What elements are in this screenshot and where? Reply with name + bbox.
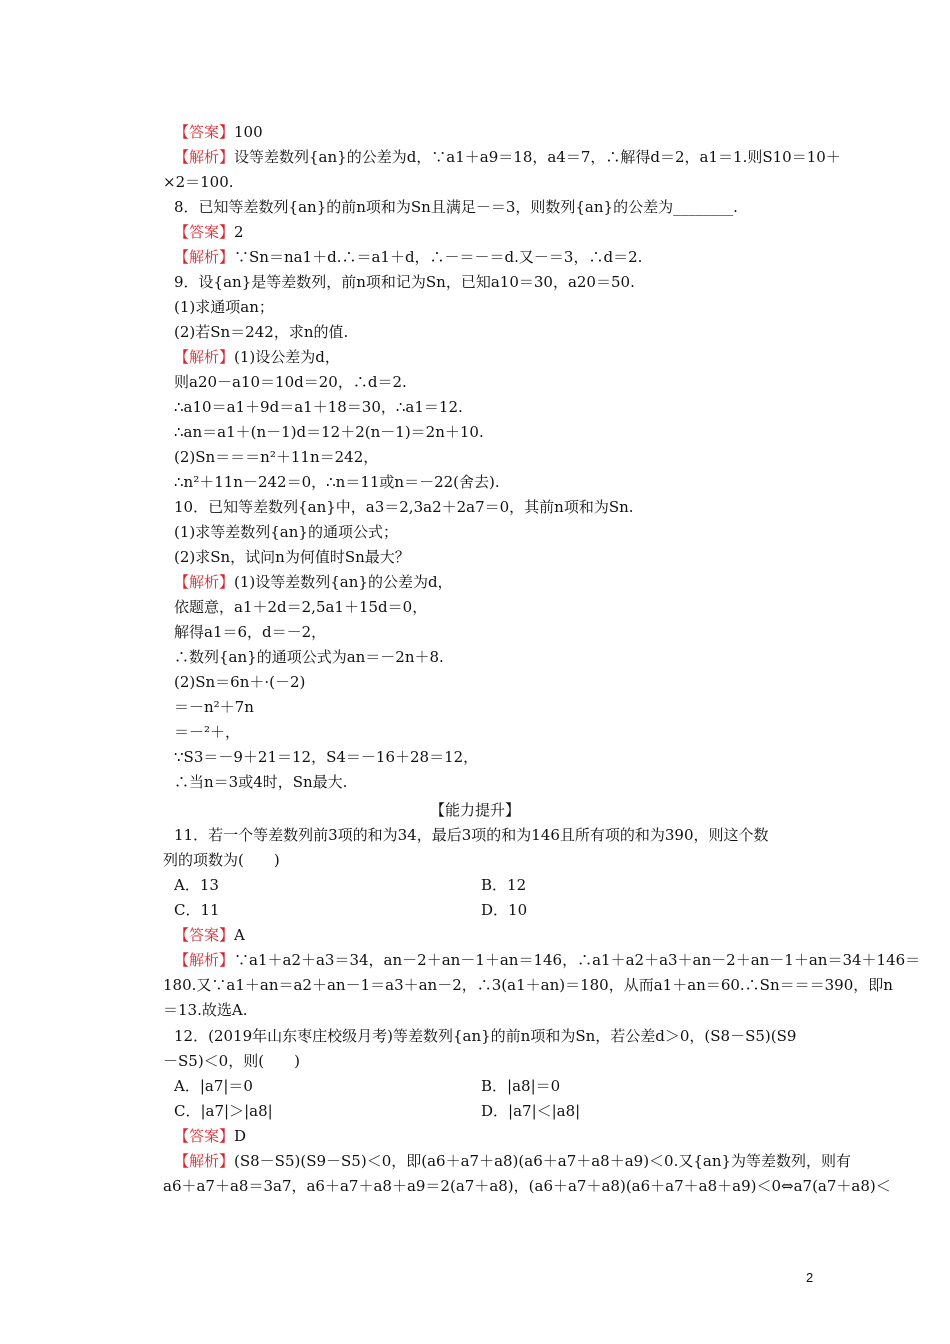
answer-line: 【答案】D [174,1127,247,1145]
question-10: 10．已知等差数列{an}中，a3＝2,3a2＋2a7＝0，其前n项和为Sn. [174,498,634,516]
text-line: 则a20－a10＝10d＝20，∴d＝2. [174,373,407,391]
option-d: D．|a7|＜|a8| [481,1102,581,1120]
analysis-line: 【解析】(1)设等差数列{an}的公差为d， [174,573,453,591]
text-line: ×2＝100. [163,173,234,191]
question-11-stem: 11．若一个等差数列前3项的和为34，最后3项的和为146且所有项的和为390，则这个数 [174,826,769,844]
text-line: ∴当n＝3或4时，Sn最大. [174,773,348,791]
text-line: ∴数列{an}的通项公式为an＝－2n＋8. [174,648,444,666]
analysis-line: 【解析】(S8－S5)(S9－S5)＜0，即(a6＋a7＋a8)(a6＋a7＋a8＋a9)＜0.又{an}为等差数列，则有 [174,1152,852,1170]
option-a: A．|a7|＝0 [174,1077,253,1095]
analysis-tag: 【解析】 [174,573,235,591]
analysis-line: 【解析】∵Sn＝na1＋d.∴＝a1＋d，∴－＝－＝d.又－＝3，∴d＝2. [174,248,643,266]
text-line: (2)Sn＝6n＋·(－2) [174,673,306,691]
answer-line: 【答案】100 [174,123,263,141]
text-line: ∵S3＝－9＋21＝12，S4＝－16＋28＝12， [174,748,479,766]
question-12-stem: 12．(2019年山东枣庄校级月考)等差数列{an}的前n项和为Sn，若公差d＞0，(S8－S5)(S9 [174,1027,797,1045]
option-d: D．10 [481,901,528,919]
text-line: ∴an＝a1＋(n－1)d＝12＋2(n－1)＝2n＋10. [174,423,484,441]
question-9: 9．设{an}是等差数列，前n项和记为Sn，已知a10＝30，a20＝50. [174,273,635,291]
text-line: (2)Sn＝＝＝n²＋11n＝242， [174,448,379,466]
analysis-line: 【解析】设等差数列{an}的公差为d，∵a1＋a9＝18，a4＝7，∴解得d＝2，a1＝1.则S10＝10＋ [174,148,841,166]
text-line: 解得a1＝6，d＝－2， [174,623,327,641]
question-12-stem-cont: －S5)＜0，则( ) [163,1052,300,1070]
text-line: (1)求通项an； [174,298,274,316]
text-line: ＝－²＋， [174,723,241,741]
text-line: 依题意，a1＋2d＝2,5a1＋15d＝0， [174,598,428,616]
analysis-tag: 【解析】 [174,248,235,266]
question-8: 8．已知等差数列{an}的前n项和为Sn且满足－＝3，则数列{an}的公差为________. [174,198,738,216]
answer-tag: 【答案】 [174,123,235,141]
question-11-stem-cont: 列的项数为( ) [163,851,280,869]
text-line: (2)求Sn，试问n为何值时Sn最大？ [174,548,410,566]
analysis-line: 【解析】(1)设公差为d， [174,348,340,366]
text-line: (2)若Sn＝242，求n的值. [174,323,349,341]
answer-line: 【答案】2 [174,223,244,241]
text-line: ＝－n²＋7n [174,698,254,716]
text-line: ∴a10＝a1＋9d＝a1＋18＝30，∴a1＝12. [174,398,463,416]
analysis-tag: 【解析】 [174,348,235,366]
text-line: 180.又∵a1＋an＝a2＋an－1＝a3＋an－2，∴3(a1＋an)＝180，从而a1＋an＝60.∴Sn＝＝＝390，即n [163,976,893,994]
answer-tag: 【答案】 [174,223,235,241]
answer-line: 【答案】A [174,926,245,944]
option-c: C．|a7|＞|a8| [174,1102,273,1120]
option-b: B．12 [481,876,527,894]
option-b: B．|a8|＝0 [481,1077,561,1095]
page-number: 2 [806,1270,814,1285]
answer-tag: 【答案】 [174,926,235,944]
option-a: A．13 [174,876,219,894]
text-line: a6＋a7＋a8＝3a7，a6＋a7＋a8＋a9＝2(a7＋a8)，(a6＋a7＋a8)(a6＋a7＋a8＋a9)＜0⇔a7(a7＋a8)＜ [163,1177,891,1195]
text-line: (1)求等差数列{an}的通项公式； [174,523,398,541]
answer-tag: 【答案】 [174,1127,235,1145]
analysis-tag: 【解析】 [174,951,235,969]
text-line: ＝13.故选A. [163,1001,248,1019]
analysis-line: 【解析】∵a1＋a2＋a3＝34，an－2＋an－1＋an＝146，∴a1＋a2＋a3＋an－2＋an－1＋an＝34＋146＝ [174,951,921,969]
option-c: C．11 [174,901,220,919]
analysis-tag: 【解析】 [174,1152,235,1170]
text-line: ∴n²＋11n－242＝0，∴n＝11或n＝－22(舍去). [174,473,500,491]
section-heading: 【能力提升】 [429,801,520,819]
analysis-tag: 【解析】 [174,148,235,166]
